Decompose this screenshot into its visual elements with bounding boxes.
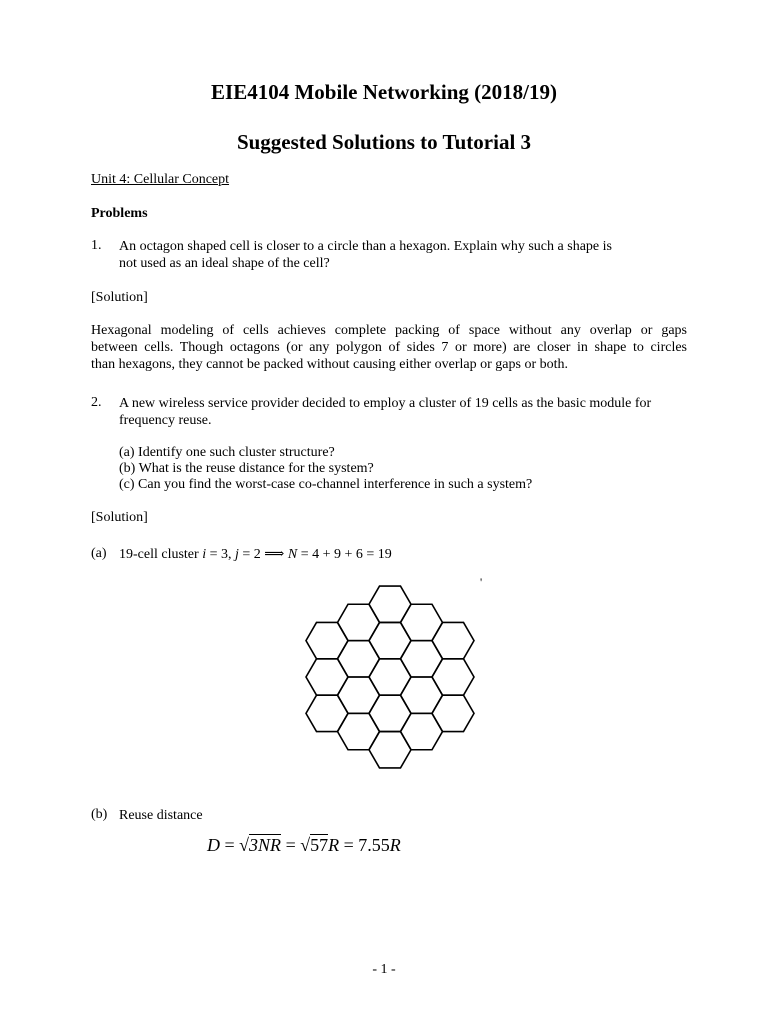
answer-1 [91,322,687,373]
hex-cell [338,713,380,749]
formula-r2: R [328,835,340,855]
q1-line2: not used as an ideal shape of the cell? [119,256,330,271]
hex-cell [369,732,411,768]
hex-cell [338,677,380,713]
hex-cell [306,622,348,658]
page-number: - 1 - [372,962,396,977]
q2-part-c: (c) Can you find the worst-case co-channel interference in such a system? [119,477,533,492]
hex-cell [369,695,411,731]
hex-cell [338,641,380,677]
q1-line1: An octagon shaped cell is closer to a circle than a hexagon. Explain why such a shape is [119,239,612,254]
implies-arrow: ⟹ [264,547,285,562]
q2-part-a: (a) Identify one such cluster structure? [119,445,335,460]
reuse-distance-formula [207,835,401,856]
a2-a-label: (a) [91,546,107,561]
formula-eq1: = [220,835,240,855]
var-j: j [234,547,239,562]
answer-1-line1: Hexagonal modeling of cells achieves complete packing of space without any overlap or gaps [91,323,687,338]
hex-cell [306,659,348,695]
hex-cell [369,659,411,695]
unit-heading: Unit 4: Cellular Concept [91,172,230,187]
problems-heading: Problems [91,206,148,221]
hex-cell [401,677,443,713]
q2-line2: frequency reuse. [119,413,212,428]
hex-cluster-diagram [290,575,490,785]
hex-cell [338,604,380,640]
solution-label-1: [Solution] [91,290,148,305]
sqrt-symbol-1: √ [239,835,250,855]
answer-1-line2: between cells. Though octagons (or any polygon of sides 7 or more) are closer in shape to circles [91,340,687,355]
hex-cluster-svg [290,575,490,780]
q2-line1: A new wireless service provider decided to employ a cluster of 19 cells as the basic module for [119,396,652,411]
hex-cell [306,695,348,731]
hex-cell [401,641,443,677]
document-title: EIE4104 Mobile Networking (2018/19) [211,80,557,104]
q2-number: 2. [91,395,102,410]
i-eq: = 3, [206,547,235,562]
j-eq: = 2 [238,547,265,562]
hex-cell [369,622,411,658]
q1-number: 1. [91,238,102,253]
document-subtitle: Suggested Solutions to Tutorial 3 [236,130,532,154]
sqrt-symbol-2: √ [300,835,311,855]
hex-cell [432,622,474,658]
stray-tick-mark: ' [480,575,483,589]
hex-cell [432,659,474,695]
q2-part-b: (b) What is the reuse distance for the system? [119,461,374,476]
var-i: i [202,547,207,562]
n-eq: = 4 + 9 + 6 = 19 [297,547,392,562]
formula-eq2: = [281,835,301,855]
a2-a-text [119,546,392,563]
radicand-1: 3NR [249,835,282,855]
a2-b-text: Reuse distance [119,808,203,823]
hex-cell [432,695,474,731]
formula-r3: R [389,835,401,855]
hex-cell [369,586,411,622]
solution-label-2: [Solution] [91,510,148,525]
var-n: N [284,547,298,562]
formula-d: D [207,835,220,855]
radicand-2: 57 [310,835,329,855]
hex-cell [401,713,443,749]
answer-1-line3: than hexagons, they cannot be packed without causing either overlap or gaps or both. [91,357,569,372]
formula-eq3: = 7.55 [339,835,390,855]
a2-a-text-pre: 19-cell cluster [119,547,203,562]
hex-cell [401,604,443,640]
a2-b-label: (b) [91,807,108,822]
